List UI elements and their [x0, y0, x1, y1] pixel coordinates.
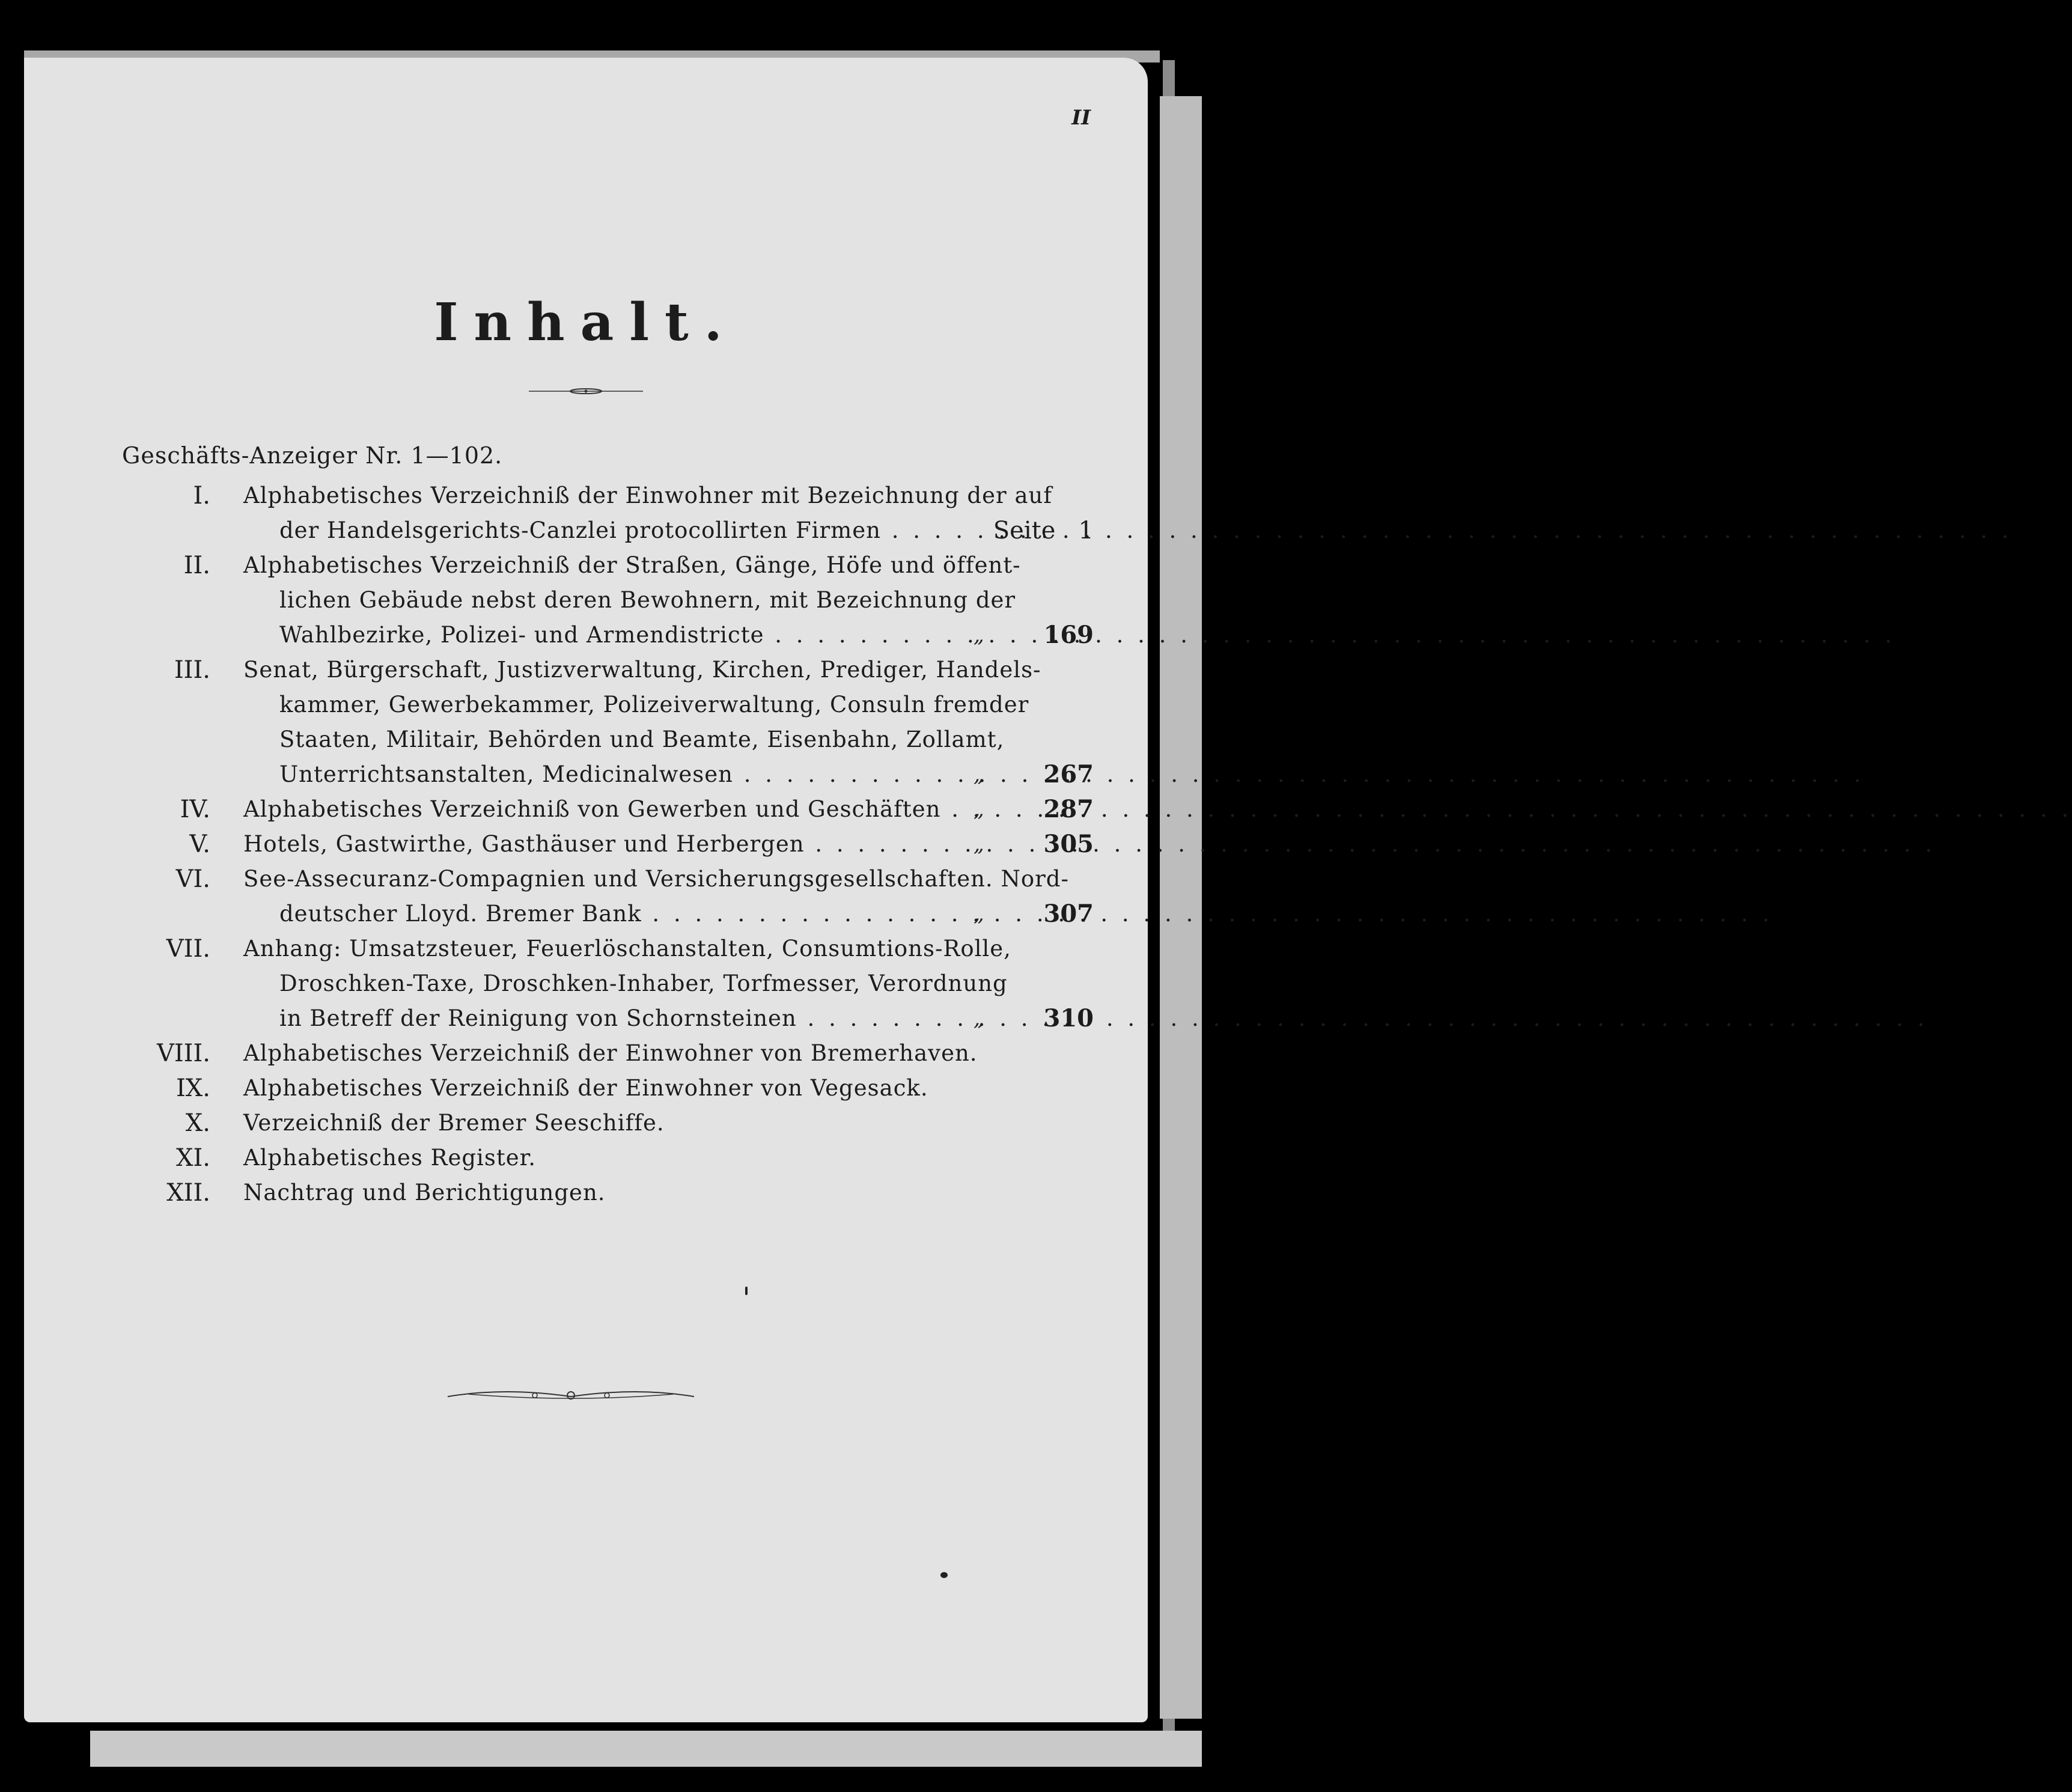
toc-entry-page: 307 — [1043, 900, 1094, 928]
toc-entry — [60, 931, 1094, 1036]
toc-entry-page: 310 — [1043, 1004, 1094, 1032]
toc-entry-line: Unterrichtsanstalten, Medicinalwesen . . . — [279, 757, 952, 792]
paper-spot — [940, 1572, 948, 1578]
toc-entry-line: Alphabetisches Verzeichniß der Straßen, Gänge, Höfe und öffent- — [243, 552, 1021, 578]
toc-entry-line: lichen Gebäude nebst deren Bewohnern, mit Bezeichnung der — [279, 587, 1016, 613]
toc-entry-line: Alphabetisches Verzeichniß der Einwohner von Vegesack. — [243, 1075, 928, 1101]
toc-entry — [60, 1175, 1082, 1210]
table-of-contents — [60, 478, 1094, 1210]
toc-entry-line: Staaten, Militair, Behörden und Beamte, Eisenbahn, Zollamt, — [279, 727, 1005, 752]
toc-entry-number: VII. — [166, 935, 210, 963]
toc-entry-line: deutscher Lloyd. Bremer Bank . . . — [279, 897, 952, 931]
toc-entry-number: IX. — [176, 1074, 210, 1102]
toc-entry — [60, 1071, 1082, 1106]
toc-entry-number: V. — [189, 830, 210, 858]
ditto-mark: „ — [974, 623, 984, 647]
toc-entry — [60, 792, 1094, 827]
toc-entry-number: I. — [193, 482, 210, 510]
toc-entry-line: Wahlbezirke, Polizei- und Armendistricte . . . — [279, 618, 952, 653]
toc-entry-number: III. — [174, 656, 210, 684]
toc-entry-number: X. — [185, 1109, 210, 1137]
page-title: Inhalt. — [434, 292, 738, 353]
toc-entry-line: Nachtrag und Berichtigungen. — [243, 1180, 606, 1205]
ditto-mark: „ — [974, 1007, 984, 1031]
toc-entry — [60, 653, 1094, 792]
toc-entry-line: der Handelsgerichts-Canzlei protocollirten Firmen . . . — [279, 513, 952, 548]
toc-entry-page: 287 — [1043, 795, 1094, 823]
toc-entry-line: Hotels, Gastwirthe, Gasthäuser und Herbergen . . . — [243, 827, 952, 862]
toc-entry-page: 169 — [1043, 621, 1094, 649]
ditto-mark: „ — [974, 763, 984, 787]
toc-entry-page-with-label — [961, 513, 1094, 548]
toc-entry-line: Alphabetisches Verzeichniß der Einwohner mit Bezeichnung der auf — [243, 483, 1053, 508]
toc-entry-line: Alphabetisches Verzeichniß der Einwohner von Bremerhaven. — [243, 1040, 978, 1066]
toc-entry-line: kammer, Gewerbekammer, Polizeiverwaltung, Consuln fremder — [279, 692, 1029, 718]
toc-entry-number: VI. — [175, 865, 210, 893]
ditto-mark: „ — [974, 832, 984, 856]
intro-line: Geschäfts-Anzeiger Nr. 1—102. — [122, 442, 503, 469]
toc-entry — [60, 862, 1094, 931]
toc-entry-number: VIII. — [156, 1040, 210, 1067]
toc-entry-page: 305 — [1043, 830, 1094, 858]
toc-entry-line: Anhang: Umsatzsteuer, Feuerlöschanstalten, Consumtions-Rolle, — [243, 936, 1011, 962]
toc-entry — [60, 1141, 1082, 1175]
toc-entry — [60, 478, 1094, 548]
seite-label: Seite — [993, 517, 1056, 544]
toc-entry-line: Alphabetisches Verzeichniß von Gewerben und Geschäften . . . — [243, 792, 952, 827]
ditto-mark: „ — [974, 902, 984, 926]
paper-spot — [745, 1287, 748, 1295]
toc-entry-page: 267 — [1043, 760, 1094, 788]
folio-number: II — [1071, 106, 1091, 130]
toc-entry-line: Senat, Bürgerschaft, Justizverwaltung, Kirchen, Prediger, Handels- — [243, 657, 1041, 683]
small-ornament-rule — [529, 385, 643, 397]
toc-entry — [60, 1036, 1082, 1071]
toc-entry-line: Verzeichniß der Bremer Seeschiffe. — [243, 1110, 665, 1136]
toc-entry-line: in Betreff der Reinigung von Schornsteinen . . . — [279, 1001, 952, 1036]
ditto-mark: „ — [974, 797, 984, 821]
toc-entry — [60, 1106, 1082, 1141]
toc-entry-page: 1 — [1078, 517, 1094, 544]
toc-entry-line: Droschken-Taxe, Droschken-Inhaber, Torfmesser, Verordnung — [279, 971, 1008, 996]
toc-entry-line: Alphabetisches Register. — [243, 1145, 537, 1171]
book-page — [24, 58, 1148, 1722]
toc-entry — [60, 548, 1094, 653]
toc-entry-number: II. — [183, 552, 210, 579]
page-edge-bottom — [90, 1731, 1202, 1767]
toc-entry-number: XI. — [176, 1144, 210, 1172]
toc-entry-line: See-Assecuranz-Compagnien und Versicherungsgesellschaften. Nord- — [243, 866, 1069, 892]
large-ornament-rule — [445, 1386, 697, 1404]
toc-entry-number: XII. — [166, 1179, 210, 1207]
toc-entry-number: IV. — [180, 796, 210, 823]
toc-entry — [60, 827, 1094, 862]
